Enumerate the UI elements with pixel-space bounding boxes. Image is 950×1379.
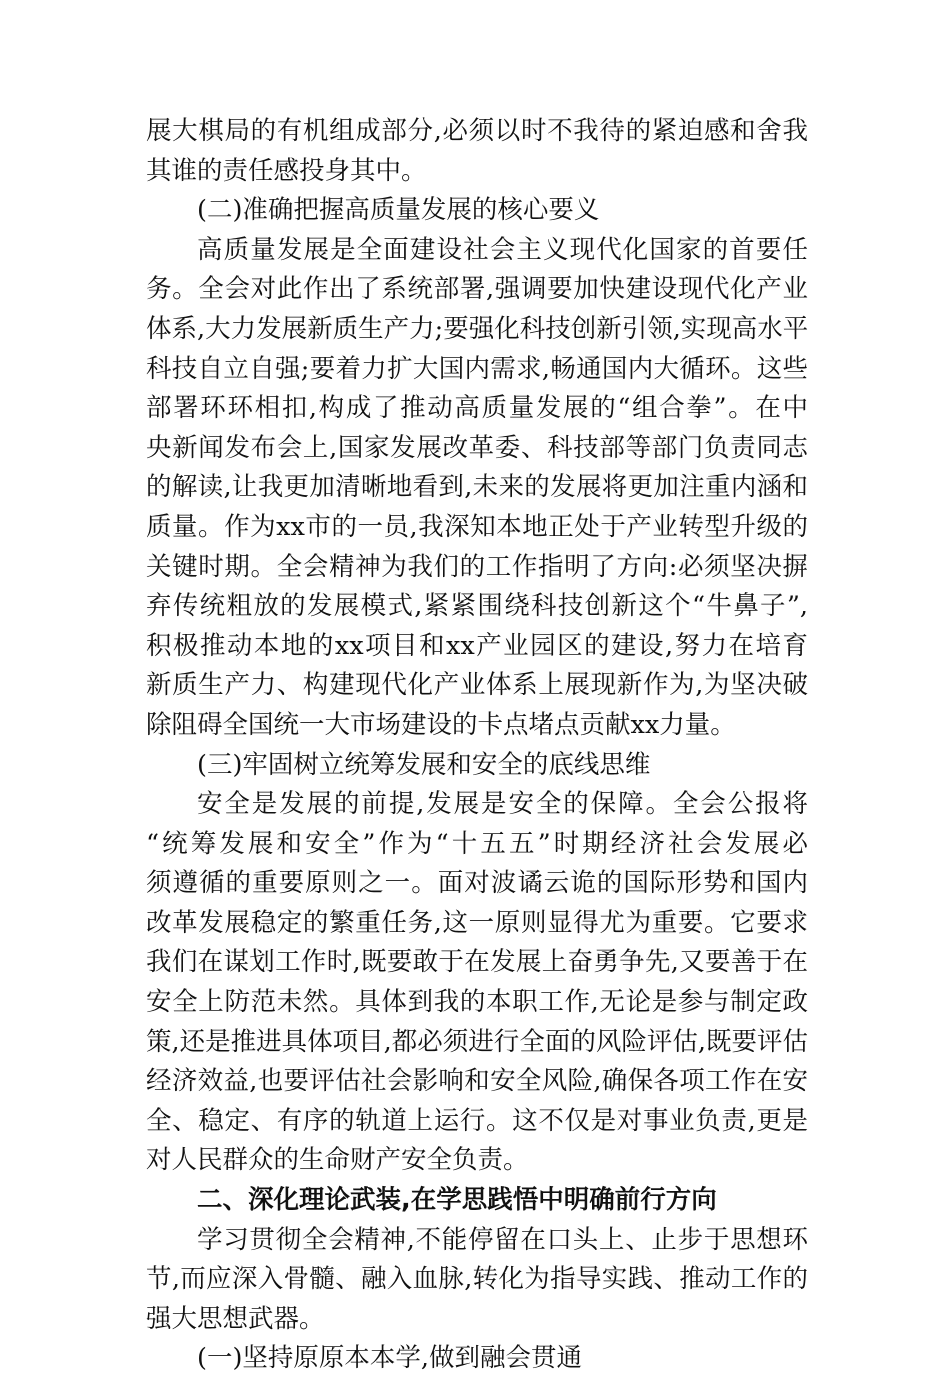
body-line: 强大思想武器。 xyxy=(146,1303,325,1334)
body-line: 积极推动本地的xx项目和xx产业园区的建设,努力在培育 xyxy=(146,630,808,661)
body-line: 科技自立自强;要着力扩大国内需求,畅通国内大循环。这些 xyxy=(146,353,808,384)
document-page xyxy=(146,112,808,1379)
body-line: 安全上防范未然。具体到我的本职工作,无论是参与制定政 xyxy=(146,987,808,1018)
body-line: 全、稳定、有序的轨道上运行。这不仅是对事业负责,更是 xyxy=(146,1105,808,1136)
body-line: 须遵循的重要原则之一。面对波谲云诡的国际形势和国内 xyxy=(146,868,808,899)
section-heading: (一)坚持原原本本学,做到融会贯通 xyxy=(197,1343,583,1374)
body-line: 策,还是推进具体项目,都必须进行全面的风险评估,既要评估 xyxy=(146,1026,808,1057)
body-line: 务。全会对此作出了系统部署,强调要加快建设现代化产业 xyxy=(146,274,808,305)
body-line: 安全是发展的前提,发展是安全的保障。全会公报将 xyxy=(197,789,808,820)
body-line: 除阻碍全国统一大市场建设的卡点堵点贡献xx力量。 xyxy=(146,709,736,740)
body-line: 节,而应深入骨髓、融入血脉,转化为指导实践、推动工作的 xyxy=(146,1264,808,1295)
body-line: 央新闻发布会上,国家发展改革委、科技部等部门负责同志 xyxy=(146,432,808,463)
body-line: 对人民群众的生命财产安全负责。 xyxy=(146,1145,529,1176)
body-line: 我们在谋划工作时,既要敢于在发展上奋勇争先,又要善于在 xyxy=(146,947,808,978)
body-line: 体系,大力发展新质生产力;要强化科技创新引领,实现高水平 xyxy=(146,313,808,344)
body-line: 展大棋局的有机组成部分,必须以时不我待的紧迫感和舍我 xyxy=(146,116,808,146)
body-line: 新质生产力、构建现代化产业体系上展现新作为,为坚决破 xyxy=(146,670,808,701)
body-line: 其谁的责任感投身其中。 xyxy=(146,155,427,186)
body-line: 部署环环相扣,构成了推动高质量发展的“组合拳”。在中 xyxy=(146,393,808,424)
body-line: 高质量发展是全面建设社会主义现代化国家的首要任 xyxy=(197,234,808,265)
body-line: 关键时期。全会精神为我们的工作指明了方向:必须坚决摒 xyxy=(146,551,808,582)
body-line: 弃传统粗放的发展模式,紧紧围绕科技创新这个“牛鼻子”, xyxy=(146,591,808,622)
body-line: 学习贯彻全会精神,不能停留在口头上、止步于思想环 xyxy=(197,1224,808,1255)
body-line: 质量。作为xx市的一员,我深知本地正处于产业转型升级的 xyxy=(146,511,808,542)
body-line: “统筹发展和安全”作为“十五五”时期经济社会发展必 xyxy=(146,828,808,859)
body-line: 经济效益,也要评估社会影响和安全风险,确保各项工作在安 xyxy=(146,1066,808,1097)
chapter-heading: 二、深化理论武装,在学思践悟中明确前行方向 xyxy=(197,1185,717,1216)
section-heading: (二)准确把握高质量发展的核心要义 xyxy=(197,195,600,226)
body-line: 改革发展稳定的繁重任务,这一原则显得尤为重要。它要求 xyxy=(146,907,808,938)
section-heading: (三)牢固树立统筹发展和安全的底线思维 xyxy=(197,749,651,780)
body-line: 的解读,让我更加清晰地看到,未来的发展将更加注重内涵和 xyxy=(146,472,808,503)
